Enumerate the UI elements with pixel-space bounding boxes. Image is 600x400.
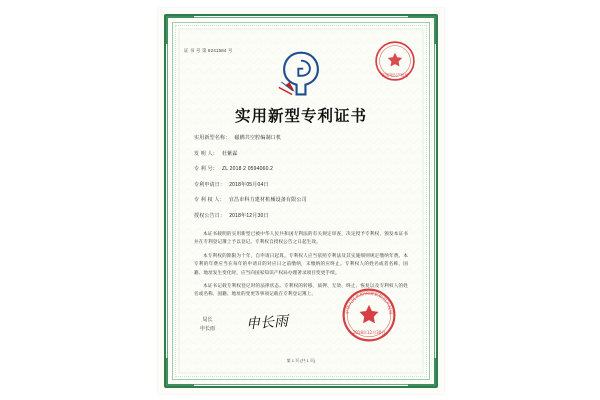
red-seal-bottom-date: 2018年12月30日 — [352, 329, 386, 335]
handwritten-signature: 申长雨 — [245, 313, 289, 333]
field-row — [194, 196, 408, 203]
certificate-number-line — [184, 48, 233, 54]
page-number: 第 1 页 (共 1 页) — [286, 358, 316, 363]
body-paragraph: 本专利权的期限为十年，自申请日起算。专利权人应当依照专利法及其实施细则规定缴纳年费。本专利的年费应当在每年的申请日的对应日之前缴纳，未缴纳的应终止。专利权人的姓名或者名称、国籍、地址发生变化时，应当向国家知识产权局办理著录项目变更手续。 — [194, 252, 408, 275]
red-seal-bottom-icon — [340, 286, 398, 344]
red-seal-top-icon — [374, 40, 416, 82]
signature-title: 局长 — [202, 317, 213, 323]
page-title: 实用新型专利证书 — [234, 107, 367, 125]
field-row — [194, 212, 408, 219]
field-row — [194, 150, 408, 157]
certificate-number-suffix: 号 — [227, 48, 233, 53]
field-label: 专 利 权 人： — [194, 197, 225, 203]
field-value: 杜紫霖 — [221, 150, 238, 157]
certificate-sheet — [158, 8, 444, 394]
body-paragraph: 本证书记载专利权登记时的法律状态。专利权的转移、质押、无效、终止、恢复以及专利权人的姓名或名称、国籍、地址的变更等事项记载在专利登记簿上。 — [194, 283, 408, 297]
signature-block — [200, 316, 215, 334]
field-label: 专 利 号： — [194, 166, 218, 172]
field-list — [194, 134, 408, 227]
field-value: 2018年05月04日 — [229, 181, 269, 188]
field-value: 2018年12月30日 — [229, 212, 269, 219]
field-row — [194, 181, 408, 188]
certificate-number-value: 8241584 — [208, 48, 227, 53]
field-label: 授权公告日： — [194, 212, 226, 219]
field-row — [194, 134, 408, 141]
field-value: ZL 2018 2 0594060.2 — [221, 166, 274, 172]
field-row — [194, 165, 408, 172]
field-value: 宜昌市科力建材机械设备有限公司 — [228, 197, 307, 203]
field-value: 磁耦共空腔编制口机 — [234, 135, 282, 141]
patent-office-emblem-icon — [274, 50, 328, 98]
certificate-number-label: 证 书 号 第 — [184, 48, 207, 53]
signature-name: 申长雨 — [200, 326, 216, 332]
field-label: 发 明 人： — [194, 150, 218, 157]
red-seal-top-text: 国家知识产权局 — [381, 72, 409, 78]
body-paragraph: 本证书载明的实用新型已被中华人民共和国专利法的有关规定审查，决定授予专利权，颁发本证书并在专利登记簿上予以登记。专利权自授权公告之日起生效。 — [194, 231, 408, 245]
red-seal-bottom-text: 中华人民共和国国家知识产权局 — [345, 291, 393, 315]
certificate-content — [180, 30, 422, 372]
field-label: 专利申请日： — [194, 181, 226, 188]
field-label: 实用新型名称： — [194, 135, 231, 141]
